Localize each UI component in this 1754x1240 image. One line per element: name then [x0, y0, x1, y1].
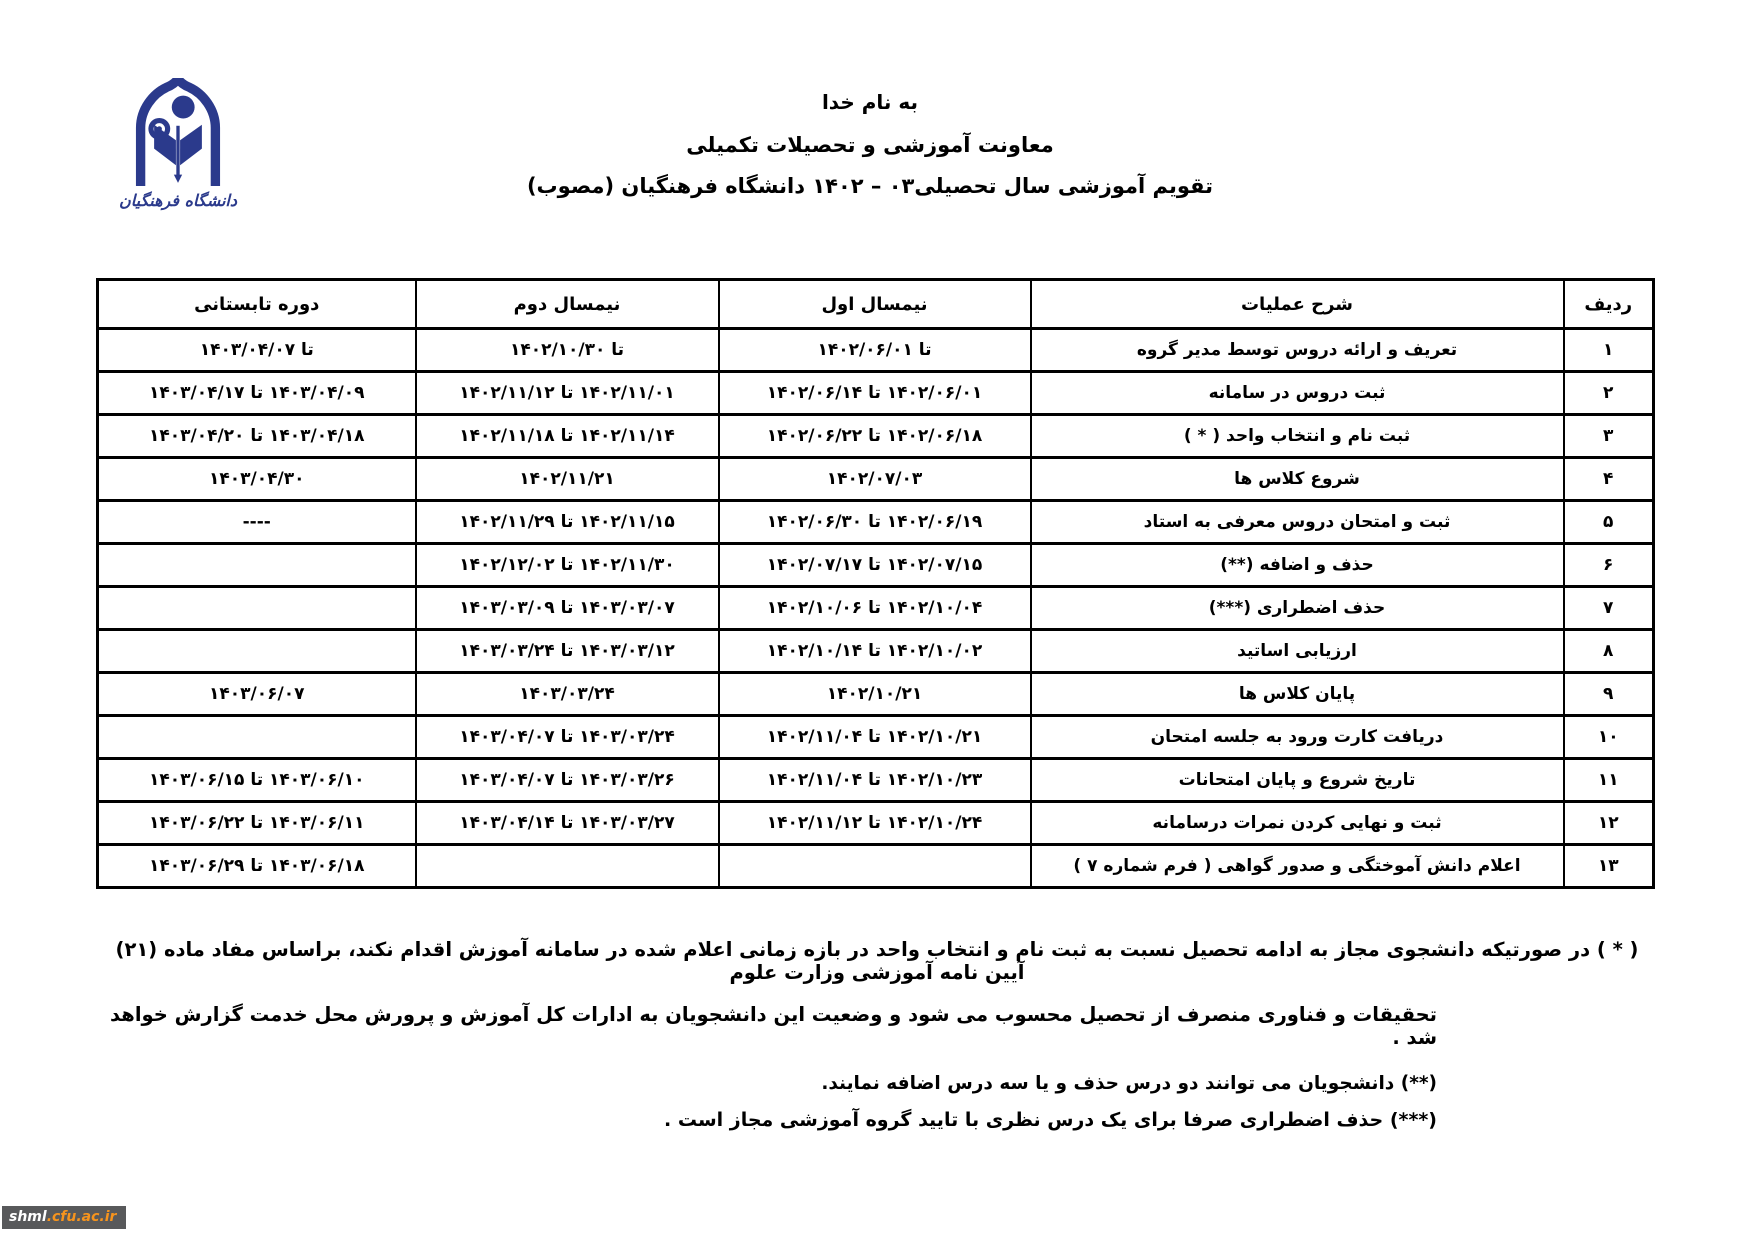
semester2-dates-cell: ۱۴۰۲/۱۱/۱۴ تا ۱۴۰۲/۱۱/۱۸ — [416, 415, 719, 458]
table-row — [98, 329, 1654, 372]
row-number-cell: ۱۳ — [1564, 845, 1654, 888]
column-header-row-number: ردیف — [1564, 280, 1654, 329]
row-number-cell: ۲ — [1564, 372, 1654, 415]
bismillah-line: به نام خدا — [821, 90, 919, 114]
semester1-dates-cell: ۱۴۰۲/۰۷/۱۵ تا ۱۴۰۲/۰۷/۱۷ — [719, 544, 1031, 587]
summer-dates-cell: ۱۴۰۳/۰۶/۰۷ — [98, 673, 416, 716]
row-number-cell: ۳ — [1564, 415, 1654, 458]
footnotes — [99, 938, 1655, 1131]
semester1-dates-cell: ۱۴۰۲/۱۰/۲۱ — [719, 673, 1031, 716]
column-header-summer: دوره تابستانی — [98, 280, 416, 329]
department-line: معاونت آموزشی و تحصیلات تکمیلی — [686, 133, 1054, 157]
table-row — [98, 759, 1654, 802]
table-row — [98, 845, 1654, 888]
row-number-cell: ۱۲ — [1564, 802, 1654, 845]
row-number-cell: ۹ — [1564, 673, 1654, 716]
column-header-semester1: نیمسال اول — [719, 280, 1031, 329]
summer-dates-cell: ۱۴۰۳/۰۶/۱۱ تا ۱۴۰۳/۰۶/۲۲ — [98, 802, 416, 845]
summer-dates-cell: ۱۴۰۳/۰۶/۱۰ تا ۱۴۰۳/۰۶/۱۵ — [98, 759, 416, 802]
site-watermark-badge — [2, 1206, 126, 1229]
semester1-dates-cell: ۱۴۰۲/۰۷/۰۳ — [719, 458, 1031, 501]
semester1-dates-cell: ۱۴۰۲/۰۶/۱۹ تا ۱۴۰۲/۰۶/۳۰ — [719, 501, 1031, 544]
operation-description-cell: ثبت نام و انتخاب واحد ( * ) — [1031, 415, 1564, 458]
table-row — [98, 802, 1654, 845]
semester1-dates-cell: ۱۴۰۲/۱۰/۰۴ تا ۱۴۰۲/۱۰/۰۶ — [719, 587, 1031, 630]
semester1-dates-cell — [719, 845, 1031, 888]
page-header — [0, 90, 1740, 198]
summer-dates-cell: ۱۴۰۳/۰۴/۰۹ تا ۱۴۰۳/۰۴/۱۷ — [98, 372, 416, 415]
summer-dates-cell: ۱۴۰۳/۰۶/۱۸ تا ۱۴۰۳/۰۶/۲۹ — [98, 845, 416, 888]
row-number-cell: ۵ — [1564, 501, 1654, 544]
table-row — [98, 372, 1654, 415]
summer-dates-cell: ۱۴۰۳/۰۴/۱۸ تا ۱۴۰۳/۰۴/۲۰ — [98, 415, 416, 458]
operation-description-cell: ثبت دروس در سامانه — [1031, 372, 1564, 415]
semester2-dates-cell: ۱۴۰۳/۰۳/۱۲ تا ۱۴۰۳/۰۳/۲۴ — [416, 630, 719, 673]
semester2-dates-cell: ۱۴۰۲/۱۱/۱۵ تا ۱۴۰۲/۱۱/۲۹ — [416, 501, 719, 544]
footnote-double-star: (**) دانشجویان می توانند دو درس حذف و یا سه درس اضافه نمایند. — [821, 1073, 1437, 1094]
column-header-operation: شرح عملیات — [1031, 280, 1564, 329]
operation-description-cell: ثبت و نهایی کردن نمرات درسامانه — [1031, 802, 1564, 845]
row-number-cell: ۷ — [1564, 587, 1654, 630]
operation-description-cell: اعلام دانش آموختگی و صدور گواهی ( فرم شماره ۷ ) — [1031, 845, 1564, 888]
footnote-triple-star: (***) حذف اضطراری صرفا برای یک درس نظری با تایید گروه آموزشی مجاز است . — [664, 1109, 1437, 1131]
semester1-dates-cell: ۱۴۰۲/۰۶/۰۱ تا ۱۴۰۲/۰۶/۱۴ — [719, 372, 1031, 415]
row-number-cell: ۱ — [1564, 329, 1654, 372]
operation-description-cell: شروع کلاس ها — [1031, 458, 1564, 501]
operation-description-cell: ارزیابی اساتید — [1031, 630, 1564, 673]
academic-calendar-table — [96, 278, 1655, 889]
table-row — [98, 415, 1654, 458]
summer-dates-cell — [98, 587, 416, 630]
semester2-dates-cell: ۱۴۰۳/۰۳/۲۴ — [416, 673, 719, 716]
summer-dates-cell: تا ۱۴۰۳/۰۴/۰۷ — [98, 329, 416, 372]
semester1-dates-cell: ۱۴۰۲/۰۶/۱۸ تا ۱۴۰۲/۰۶/۲۲ — [719, 415, 1031, 458]
operation-description-cell: حذف اضطراری (***) — [1031, 587, 1564, 630]
page-title: تقویم آموزشی سال تحصیلی۰۳ – ۱۴۰۲ دانشگاه فرهنگیان (مصوب) — [526, 174, 1214, 198]
summer-dates-cell — [98, 630, 416, 673]
calendar-table-body — [98, 329, 1654, 888]
row-number-cell: ۴ — [1564, 458, 1654, 501]
table-row — [98, 630, 1654, 673]
semester2-dates-cell: ۱۴۰۳/۰۳/۲۶ تا ۱۴۰۳/۰۴/۰۷ — [416, 759, 719, 802]
semester2-dates-cell: ۱۴۰۲/۱۱/۳۰ تا ۱۴۰۲/۱۲/۰۲ — [416, 544, 719, 587]
operation-description-cell: تعریف و ارائه دروس توسط مدیر گروه — [1031, 329, 1564, 372]
semester1-dates-cell: ۱۴۰۲/۱۰/۲۱ تا ۱۴۰۲/۱۱/۰۴ — [719, 716, 1031, 759]
semester1-dates-cell: تا ۱۴۰۲/۰۶/۰۱ — [719, 329, 1031, 372]
summer-dates-cell: ۱۴۰۳/۰۴/۳۰ — [98, 458, 416, 501]
table-row — [98, 587, 1654, 630]
table-row — [98, 716, 1654, 759]
row-number-cell: ۱۰ — [1564, 716, 1654, 759]
semester1-dates-cell: ۱۴۰۲/۱۰/۲۴ تا ۱۴۰۲/۱۱/۱۲ — [719, 802, 1031, 845]
site-name: shml — [9, 1209, 47, 1225]
operation-description-cell: حذف و اضافه (**) — [1031, 544, 1564, 587]
column-header-semester2: نیمسال دوم — [416, 280, 719, 329]
semester1-dates-cell: ۱۴۰۲/۱۰/۰۲ تا ۱۴۰۲/۱۰/۱۴ — [719, 630, 1031, 673]
row-number-cell: ۶ — [1564, 544, 1654, 587]
table-header-row — [98, 280, 1654, 329]
footnote-star-line2: تحقیقات و فناوری منصرف از تحصیل محسوب می شود و وضعیت این دانشجویان به ادارات کل آموزش و پرورش محل خدمت گزارش خواهد شد . — [110, 1003, 1437, 1049]
footnote-star-line1: ( * ) در صورتیکه دانشجوی مجاز به ادامه تحصیل نسبت به ثبت نام و انتخاب واحد در بازه زمانی اعلام شده در سامانه آموزش اقدام نکند، براساس مفاد ماده (۲۱) آیین نامه آموزشی وزارت علوم — [115, 938, 1639, 984]
operation-description-cell: تاریخ شروع و پایان امتحانات — [1031, 759, 1564, 802]
table-row — [98, 673, 1654, 716]
operation-description-cell: دریافت کارت ورود به جلسه امتحان — [1031, 716, 1564, 759]
operation-description-cell: ثبت و امتحان دروس معرفی به استاد — [1031, 501, 1564, 544]
semester2-dates-cell: ۱۴۰۲/۱۱/۲۱ — [416, 458, 719, 501]
summer-dates-cell — [98, 544, 416, 587]
semester2-dates-cell: ۱۴۰۳/۰۳/۰۷ تا ۱۴۰۳/۰۳/۰۹ — [416, 587, 719, 630]
row-number-cell: ۸ — [1564, 630, 1654, 673]
site-domain: .cfu.ac.ir — [46, 1209, 117, 1225]
summer-dates-cell: ---- — [98, 501, 416, 544]
row-number-cell: ۱۱ — [1564, 759, 1654, 802]
semester2-dates-cell: ۱۴۰۲/۱۱/۰۱ تا ۱۴۰۲/۱۱/۱۲ — [416, 372, 719, 415]
semester2-dates-cell: ۱۴۰۳/۰۳/۲۷ تا ۱۴۰۳/۰۴/۱۴ — [416, 802, 719, 845]
logo-caption: دانشگاه فرهنگیان — [119, 191, 237, 210]
semester2-dates-cell — [416, 845, 719, 888]
semester1-dates-cell: ۱۴۰۲/۱۰/۲۳ تا ۱۴۰۲/۱۱/۰۴ — [719, 759, 1031, 802]
summer-dates-cell — [98, 716, 416, 759]
table-row — [98, 458, 1654, 501]
table-row — [98, 544, 1654, 587]
semester2-dates-cell: تا ۱۴۰۲/۱۰/۳۰ — [416, 329, 719, 372]
table-row — [98, 501, 1654, 544]
calendar-table-container — [99, 278, 1655, 889]
operation-description-cell: پایان کلاس ها — [1031, 673, 1564, 716]
semester2-dates-cell: ۱۴۰۳/۰۳/۲۴ تا ۱۴۰۳/۰۴/۰۷ — [416, 716, 719, 759]
